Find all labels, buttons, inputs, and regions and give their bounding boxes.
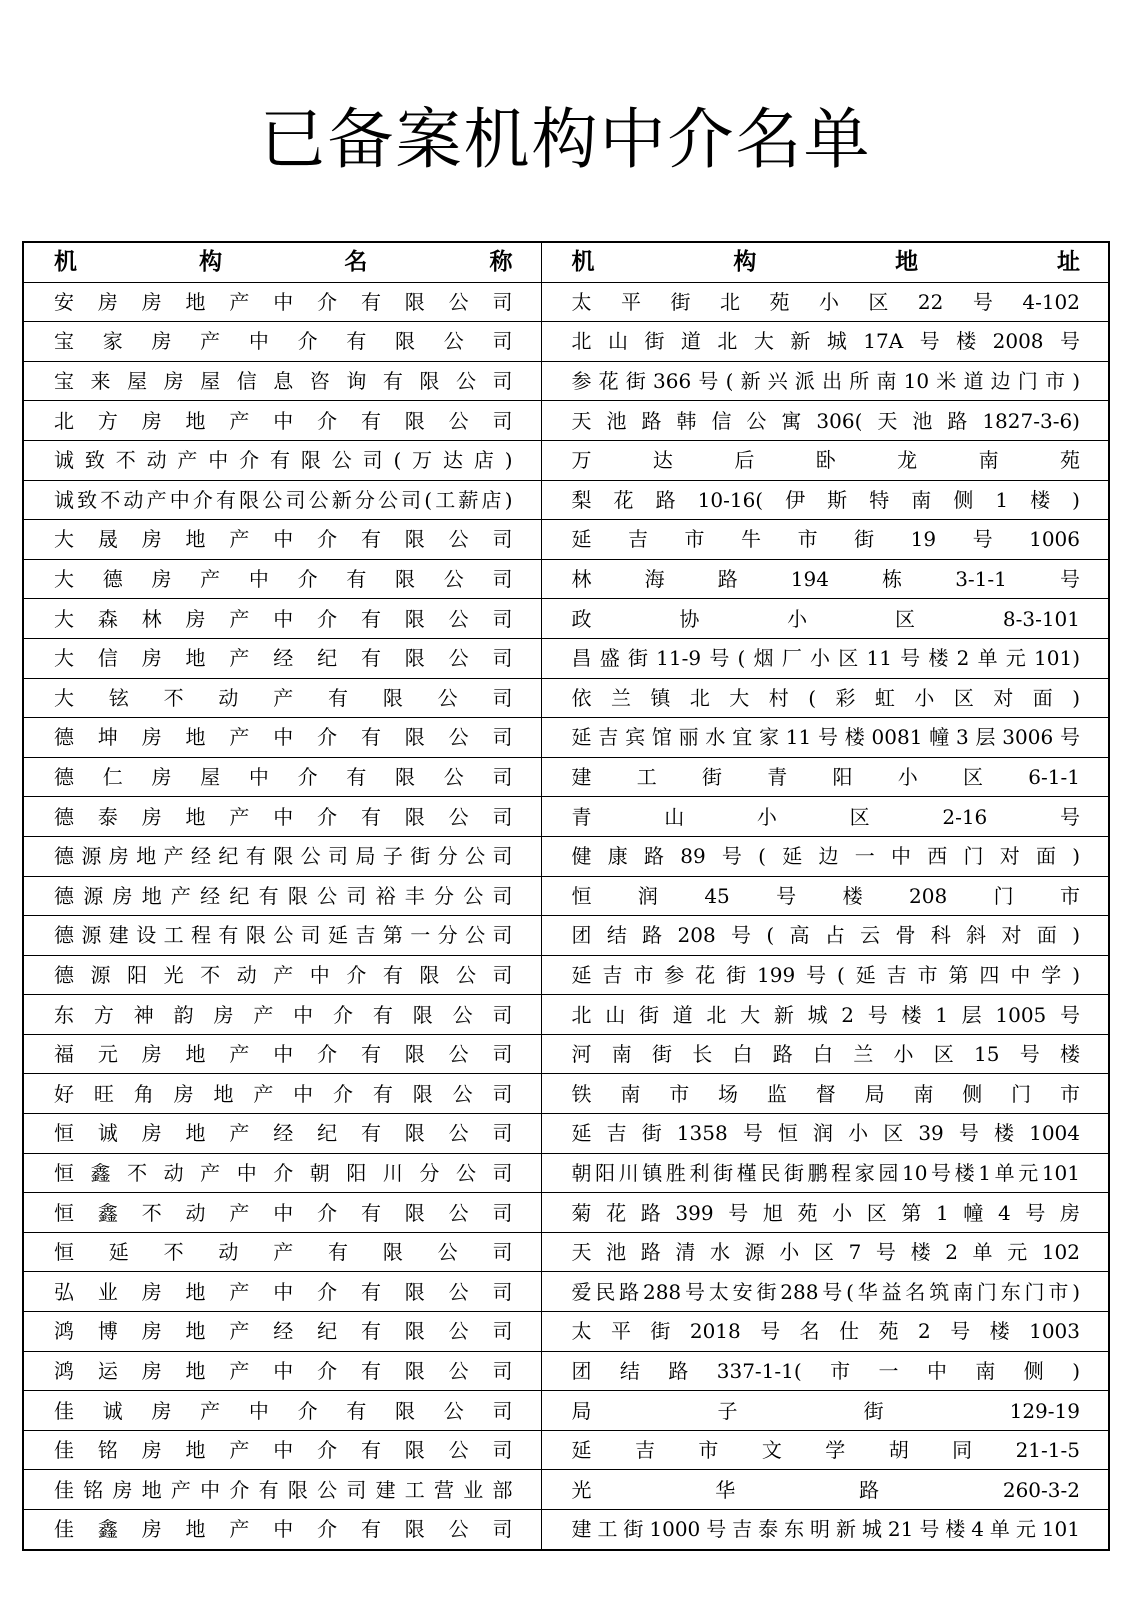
agency-name-text: 恒鑫不动产中介朝阳川分公司 (54, 1160, 513, 1185)
table-row (23, 559, 1109, 599)
agency-name-text: 宝家房产中介有限公司 (54, 329, 513, 354)
table-row (23, 1153, 1109, 1193)
agency-address-cell (541, 1034, 1109, 1074)
agency-name-text: 好旺角房地产中介有限公司 (54, 1081, 513, 1106)
table-row (23, 1034, 1109, 1074)
agency-address-text: 昌盛街11-9号(烟厂小区11号楼2单元101) (571, 646, 1080, 671)
agency-name-text: 德源阳光不动产中介有限公司 (54, 962, 513, 987)
header-address-label: 机构地址 (571, 249, 1080, 276)
table-row (23, 916, 1109, 956)
table-row (23, 638, 1109, 678)
agency-name-text: 诚致不动产中介有限公司(万达店) (54, 448, 513, 473)
table-row (23, 1470, 1109, 1510)
agency-name-cell (23, 678, 541, 718)
table-row (23, 282, 1109, 322)
agency-name-text: 佳鑫房地产中介有限公司 (54, 1517, 513, 1542)
agency-name-text: 德坤房地产中介有限公司 (54, 725, 513, 750)
agency-address-cell (541, 361, 1109, 401)
agency-address-text: 铁南市场监督局南侧门市 (571, 1081, 1080, 1106)
agency-address-text: 政协小区8-3-101 (571, 606, 1080, 631)
agency-address-cell (541, 282, 1109, 322)
agency-address-cell (541, 876, 1109, 916)
table-row (23, 440, 1109, 480)
agency-name-cell (23, 1351, 541, 1391)
agency-address-text: 青山小区2-16号 (571, 804, 1080, 829)
table-row (23, 836, 1109, 876)
agency-table (22, 241, 1110, 1551)
agency-address-cell (541, 322, 1109, 362)
agency-address-text: 延吉街1358号恒润小区39号楼1004 (571, 1121, 1080, 1146)
agency-name-text: 福元房地产中介有限公司 (54, 1042, 513, 1067)
agency-name-cell (23, 1232, 541, 1272)
agency-address-text: 参花街366号(新兴派出所南10米道边门市) (571, 369, 1080, 394)
agency-name-cell (23, 1114, 541, 1154)
agency-name-text: 大森林房产中介有限公司 (54, 606, 513, 631)
table-row (23, 599, 1109, 639)
table-row (23, 1430, 1109, 1470)
agency-name-cell (23, 836, 541, 876)
agency-address-cell (541, 718, 1109, 758)
agency-address-cell (541, 1114, 1109, 1154)
agency-name-text: 德源建设工程有限公司延吉第一分公司 (54, 923, 513, 948)
agency-name-cell (23, 1272, 541, 1312)
agency-address-text: 朝阳川镇胜利街槿民街鹏程家园10号楼1单元101 (571, 1160, 1080, 1185)
agency-name-text: 佳铭房地产中介有限公司建工营业部 (54, 1477, 513, 1502)
agency-name-cell (23, 1391, 541, 1431)
agency-address-text: 河南街长白路白兰小区15号楼 (571, 1042, 1080, 1067)
table-row (23, 401, 1109, 441)
agency-name-text: 鸿运房地产中介有限公司 (54, 1358, 513, 1383)
agency-address-text: 团结路208号(高占云骨科斜对面) (571, 923, 1080, 948)
agency-address-cell (541, 1232, 1109, 1272)
agency-name-cell (23, 916, 541, 956)
agency-address-cell (541, 1470, 1109, 1510)
page-title: 已备案机构中介名单 (259, 101, 872, 178)
agency-name-text: 诚致不动产中介有限公司公新分公司(工薪店) (54, 487, 513, 512)
agency-name-cell (23, 995, 541, 1035)
agency-address-cell (541, 1272, 1109, 1312)
agency-address-cell (541, 1351, 1109, 1391)
agency-address-cell (541, 1391, 1109, 1431)
agency-address-cell (541, 797, 1109, 837)
table-row (23, 757, 1109, 797)
header-name-label: 机构名称 (54, 249, 513, 276)
table-row (23, 718, 1109, 758)
table-row (23, 1232, 1109, 1272)
agency-name-cell (23, 757, 541, 797)
agency-address-cell (541, 401, 1109, 441)
agency-name-cell (23, 1074, 541, 1114)
agency-name-cell (23, 599, 541, 639)
agency-name-text: 德仁房屋中介有限公司 (54, 765, 513, 790)
table-row (23, 1272, 1109, 1312)
header-address (541, 242, 1109, 282)
agency-address-cell (541, 995, 1109, 1035)
agency-address-cell (541, 559, 1109, 599)
agency-name-cell (23, 1430, 541, 1470)
agency-name-cell (23, 282, 541, 322)
agency-address-text: 延吉市参花街199号(延吉市第四中学) (571, 962, 1080, 987)
agency-address-cell (541, 916, 1109, 956)
agency-address-text: 建工街青阳小区6-1-1 (571, 765, 1080, 790)
agency-address-cell (541, 1153, 1109, 1193)
table-row (23, 520, 1109, 560)
agency-address-text: 依兰镇北大村(彩虹小区对面) (571, 685, 1080, 710)
agency-address-text: 天池路清水源小区7号楼2单元102 (571, 1240, 1080, 1265)
agency-name-text: 德泰房地产中介有限公司 (54, 804, 513, 829)
table-row (23, 995, 1109, 1035)
agency-address-text: 团结路337-1-1(市一中南侧) (571, 1358, 1080, 1383)
agency-name-text: 恒延不动产有限公司 (54, 1240, 513, 1265)
agency-address-cell (541, 1430, 1109, 1470)
agency-address-text: 局子街129-19 (571, 1398, 1080, 1423)
agency-address-text: 光华路260-3-2 (571, 1477, 1080, 1502)
agency-name-cell (23, 559, 541, 599)
table-row (23, 955, 1109, 995)
agency-name-text: 东方神韵房产中介有限公司 (54, 1002, 513, 1027)
agency-address-text: 梨花路10-16(伊斯特南侧1楼) (571, 487, 1080, 512)
agency-address-cell (541, 1193, 1109, 1233)
agency-name-cell (23, 718, 541, 758)
agency-name-cell (23, 1312, 541, 1352)
table-row (23, 1114, 1109, 1154)
agency-address-cell (541, 520, 1109, 560)
table-row (23, 1312, 1109, 1352)
agency-address-cell (541, 599, 1109, 639)
agency-name-text: 德源房地产经纪有限公司裕丰分公司 (54, 883, 513, 908)
agency-address-cell (541, 638, 1109, 678)
agency-address-text: 菊花路399号旭苑小区第1幢4号房 (571, 1200, 1080, 1225)
agency-address-text: 爱民路288号太安街288号(华益名筑南门东门市) (571, 1279, 1080, 1304)
agency-name-cell (23, 1510, 541, 1550)
table-row (23, 361, 1109, 401)
table-row (23, 1074, 1109, 1114)
agency-name-text: 北方房地产中介有限公司 (54, 408, 513, 433)
agency-address-text: 天池路韩信公寓306(天池路1827-3-6) (571, 408, 1080, 433)
agency-address-text: 林海路194栋3-1-1号 (571, 567, 1080, 592)
agency-address-cell (541, 955, 1109, 995)
table-header-row (23, 242, 1109, 282)
agency-name-cell (23, 1153, 541, 1193)
agency-name-cell (23, 797, 541, 837)
agency-address-cell (541, 1074, 1109, 1114)
table-row (23, 1351, 1109, 1391)
agency-address-text: 太平街北苑小区22号4-102 (571, 289, 1080, 314)
table-row (23, 322, 1109, 362)
agency-address-cell (541, 836, 1109, 876)
agency-name-cell (23, 1193, 541, 1233)
agency-name-cell (23, 1034, 541, 1074)
agency-address-cell (541, 1312, 1109, 1352)
agency-address-cell (541, 480, 1109, 520)
agency-address-cell (541, 440, 1109, 480)
agency-address-text: 北山街道北大新城17A号楼2008号 (571, 329, 1080, 354)
table-row (23, 480, 1109, 520)
header-name (23, 242, 541, 282)
table-row (23, 678, 1109, 718)
table-row (23, 1193, 1109, 1233)
agency-name-text: 大铉不动产有限公司 (54, 685, 513, 710)
agency-name-text: 恒鑫不动产中介有限公司 (54, 1200, 513, 1225)
agency-address-text: 建工街1000号吉泰东明新城21号楼4单元101 (571, 1517, 1080, 1542)
agency-name-text: 大晟房地产中介有限公司 (54, 527, 513, 552)
agency-name-cell (23, 480, 541, 520)
agency-name-text: 弘业房地产中介有限公司 (54, 1279, 513, 1304)
agency-name-text: 大信房地产经纪有限公司 (54, 646, 513, 671)
agency-address-cell (541, 757, 1109, 797)
table-row (23, 1510, 1109, 1550)
agency-name-cell (23, 1470, 541, 1510)
agency-name-cell (23, 876, 541, 916)
agency-address-text: 延吉宾馆丽水宜家11号楼0081幢3层3006号 (571, 725, 1080, 750)
agency-name-text: 恒诚房地产经纪有限公司 (54, 1121, 513, 1146)
agency-address-cell (541, 1510, 1109, 1550)
table-row (23, 1391, 1109, 1431)
agency-name-text: 宝来屋房屋信息咨询有限公司 (54, 369, 513, 394)
agency-address-text: 延吉市牛市街19号1006 (571, 527, 1080, 552)
agency-name-cell (23, 361, 541, 401)
agency-address-cell (541, 678, 1109, 718)
agency-address-text: 太平街2018号名仕苑2号楼1003 (571, 1319, 1080, 1344)
table-row (23, 797, 1109, 837)
agency-name-text: 佳铭房地产中介有限公司 (54, 1438, 513, 1463)
agency-address-text: 恒润45号楼208门市 (571, 883, 1080, 908)
table-row (23, 876, 1109, 916)
agency-name-text: 佳诚房产中介有限公司 (54, 1398, 513, 1423)
agency-name-text: 鸿博房地产经纪有限公司 (54, 1319, 513, 1344)
agency-name-cell (23, 401, 541, 441)
agency-name-cell (23, 955, 541, 995)
agency-name-cell (23, 322, 541, 362)
agency-name-cell (23, 638, 541, 678)
agency-name-text: 安房房地产中介有限公司 (54, 289, 513, 314)
agency-address-text: 健康路89号(延边一中西门对面) (571, 844, 1080, 869)
agency-address-text: 万达后卧龙南苑 (571, 448, 1080, 473)
agency-name-text: 德源房地产经纪有限公司局子街分公司 (54, 844, 513, 869)
agency-address-text: 北山街道北大新城2号楼1层1005号 (571, 1002, 1080, 1027)
agency-name-cell (23, 440, 541, 480)
agency-address-text: 延吉市文学胡同21-1-5 (571, 1438, 1080, 1463)
agency-name-text: 大德房产中介有限公司 (54, 567, 513, 592)
agency-name-cell (23, 520, 541, 560)
